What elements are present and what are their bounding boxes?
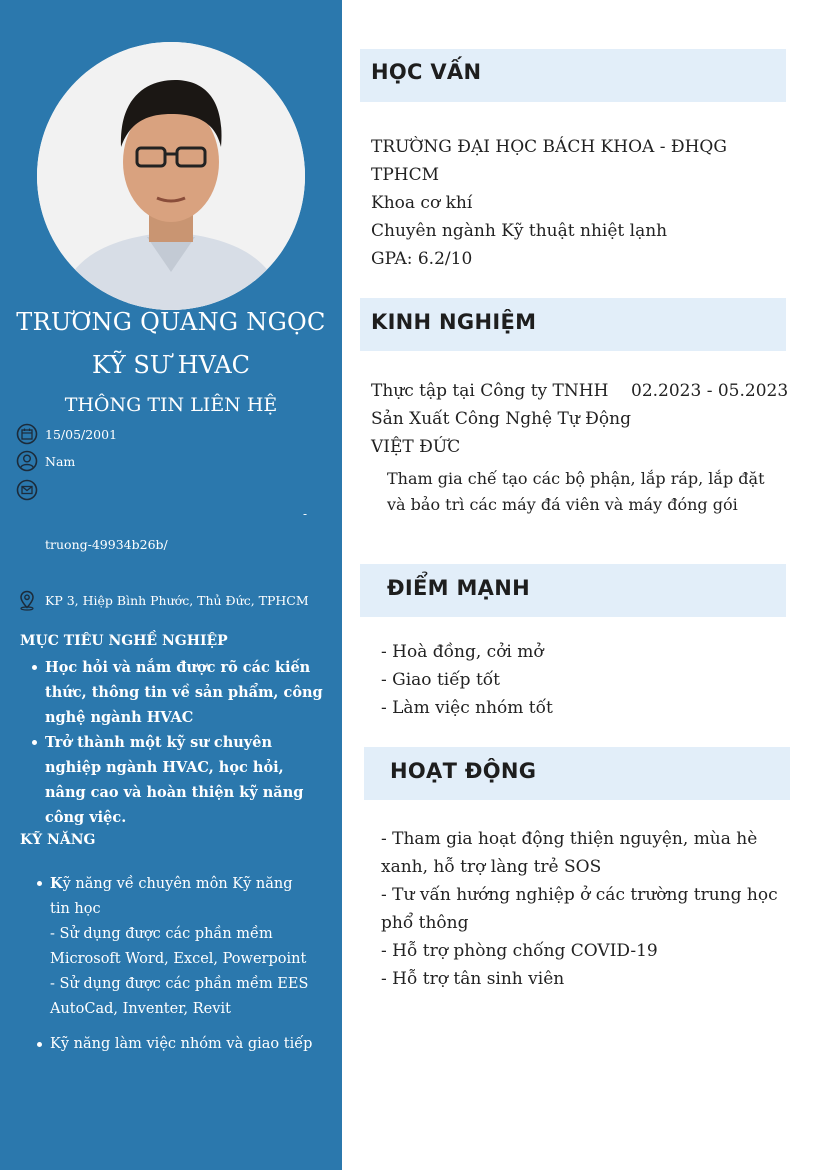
list-item: - Hỗ trợ phòng chống COVID-19: [381, 941, 658, 961]
link-dash: -: [303, 507, 308, 521]
list-item: Trở thành một kỹ sư chuyên nghiệp ngành HVAC, học hỏi, nâng cao và hoàn thiện kỹ năng công việc.: [20, 730, 325, 830]
contact-address: [16, 589, 309, 611]
birthday-text: 15/05/2001: [45, 426, 118, 442]
major: Chuyên ngành Kỹ thuật nhiệt lạnh: [371, 221, 668, 241]
skills-section-title: KỸ NĂNG: [20, 832, 96, 848]
full-name: TRƯƠNG QUANG NGỌC: [16, 308, 326, 336]
list-item: - Giao tiếp tốt: [381, 670, 501, 690]
list-item: Kỹ năng làm việc nhóm và giao tiếp: [25, 1032, 315, 1057]
strengths-section-title: ĐIỂM MẠNH: [387, 576, 530, 600]
skill-sub-2: - Sử dụng được các phần mềm EES AutoCad, Inventer, Revit: [50, 976, 309, 1017]
company-line-1: Thực tập tại Công ty TNHH: [371, 381, 609, 401]
objective-section-title: MỤC TIÊU NGHỀ NGHIỆP: [20, 633, 228, 649]
contact-birthday: [16, 423, 117, 445]
education-details: [371, 133, 791, 273]
sidebar: [0, 0, 342, 1170]
list-item: - Làm việc nhóm tốt: [381, 698, 553, 718]
skill-sub-1: - Sử dụng được các phần mềm Microsoft Word, Excel, Powerpoint: [50, 926, 307, 967]
experience-section-title: KINH NGHIỆM: [371, 310, 537, 334]
location-pin-icon: [16, 589, 38, 611]
profile-photo: [37, 42, 305, 310]
company-line-2: Sản Xuất Công Nghệ Tự Động: [371, 409, 631, 429]
job-title: KỸ SƯ HVAC: [91, 351, 251, 379]
mail-icon: [16, 479, 38, 501]
strengths-list: [381, 638, 781, 722]
gender-text: Nam: [45, 453, 76, 469]
experience-description: Tham gia chế tạo các bộ phận, lắp ráp, lắp đặt và bảo trì các máy đá viên và máy đóng gói: [387, 469, 765, 514]
skills-list: [25, 871, 315, 1057]
experience-period: 02.2023 - 05.2023: [631, 381, 789, 401]
experience-company: [371, 377, 641, 461]
activities-section-title: HOẠT ĐỘNG: [390, 759, 537, 783]
skill-initial: K: [50, 875, 63, 892]
faculty: Khoa cơ khí: [371, 193, 473, 213]
profile-link-text[interactable]: truong-49934b26b/: [45, 537, 168, 552]
gpa: GPA: 6.2/10: [371, 249, 473, 269]
skill-text: ỹ năng về chuyên môn Kỹ năng tin học: [50, 876, 293, 917]
address-text: KP 3, Hiệp Bình Phước, Thủ Đức, TPHCM: [45, 592, 309, 608]
list-item: - Hoà đồng, cởi mở: [381, 642, 544, 662]
list-item: - Tham gia hoạt động thiện nguyện, mùa hè xanh, hỗ trợ làng trẻ SOS: [381, 829, 758, 877]
school-name: TRƯỜNG ĐẠI HỌC BÁCH KHOA - ĐHQG TPHCM: [371, 137, 727, 185]
contact-section-title: THÔNG TIN LIÊN HỆ: [64, 394, 278, 416]
list-item: - Tư vấn hướng nghiệp ở các trường trung học phổ thông: [381, 885, 778, 933]
list-item: - Hỗ trợ tân sinh viên: [381, 969, 565, 989]
calendar-icon: [16, 423, 38, 445]
activities-list: [381, 825, 791, 993]
contact-email: [16, 479, 45, 501]
list-item: Học hỏi và nắm được rõ các kiến thức, thông tin về sản phẩm, công nghệ ngành HVAC: [20, 655, 325, 730]
contact-gender: [16, 450, 75, 472]
list-item: [25, 871, 315, 1022]
company-line-3: VIỆT ĐỨC: [371, 437, 461, 457]
objectives-list: [20, 655, 325, 830]
education-section-title: HỌC VẤN: [371, 60, 482, 84]
user-icon: [16, 450, 38, 472]
